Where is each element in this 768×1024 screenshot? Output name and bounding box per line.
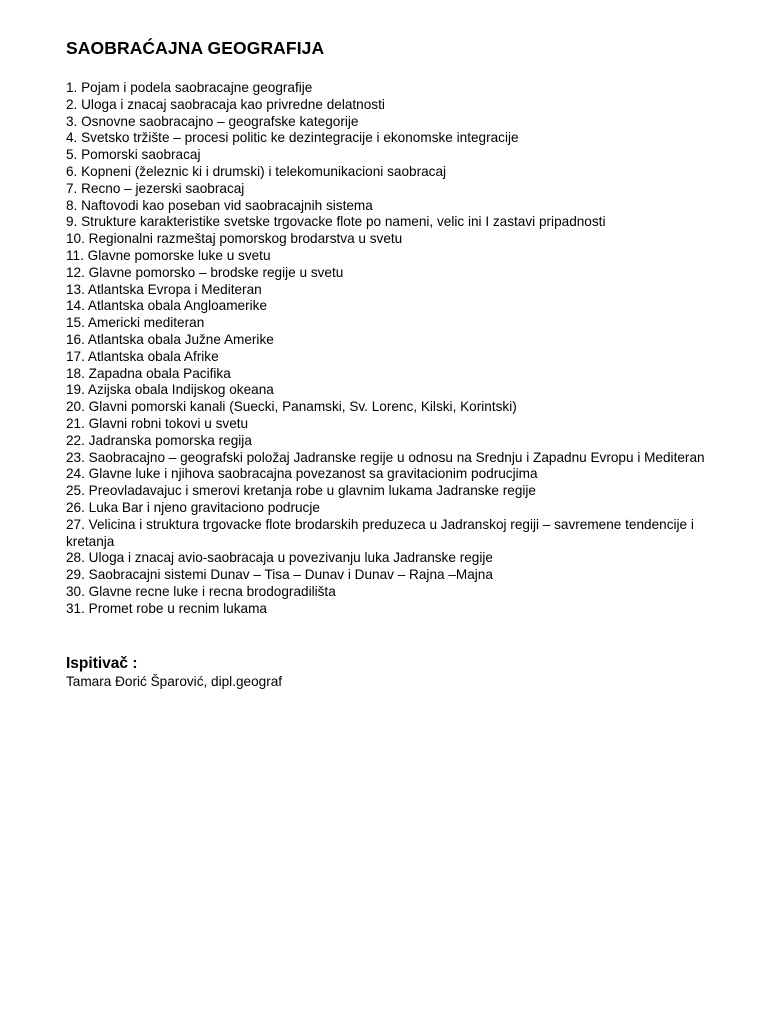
topic-item: 12. Glavne pomorsko – brodske regije u svetu: [66, 264, 344, 280]
topic-item: 9. Strukture karakteristike svetske trgovacke flote po nameni, velic ini I zastavi pripadnosti: [66, 214, 606, 230]
topic-item: 30. Glavne recne luke i recna brodogradilišta: [66, 583, 336, 599]
topic-item: 25. Preovladavajuc i smerovi kretanja robe u glavnim lukama Jadranske regije: [66, 483, 536, 499]
topic-item: 14. Atlantska obala Angloamerike: [66, 298, 268, 314]
topic-item: 6. Kopneni (železnic ki i drumski) i telekomunikacioni saobracaj: [66, 163, 447, 179]
topic-item: 20. Glavni pomorski kanali (Suecki, Panamski, Sv. Lorenc, Kilski, Korintski): [66, 399, 517, 415]
topic-item: 2. Uloga i znacaj saobracaja kao privredne delatnosti: [66, 96, 385, 112]
topic-list: [66, 80, 746, 618]
topic-item: 17. Atlantska obala Afrike: [66, 348, 219, 364]
topic-item: 16. Atlantska obala Južne Amerike: [66, 331, 274, 347]
topic-item: 24. Glavne luke i njihova saobracajna povezanost sa gravitacionim podrucjima: [66, 466, 538, 482]
topic-item: 29. Saobracajni sistemi Dunav – Tisa – Dunav i Dunav – Rajna –Majna: [66, 567, 493, 583]
examiner-name: Tamara Đorić Šparović, dipl.geograf: [66, 673, 283, 689]
topic-item: 21. Glavni robni tokovi u svetu: [66, 415, 249, 431]
topic-item: 1. Pojam i podela saobracajne geografije: [66, 80, 313, 95]
topic-item: 7. Recno – jezerski saobracaj: [66, 180, 245, 196]
topic-item: 11. Glavne pomorske luke u svetu: [66, 247, 271, 263]
topic-item: 18. Zapadna obala Pacifika: [66, 365, 231, 381]
document-page: [66, 37, 746, 690]
topic-item: 5. Pomorski saobracaj: [66, 147, 201, 163]
topic-item: 15. Americki mediteran: [66, 315, 205, 331]
topic-item: 8. Naftovodi kao poseban vid saobracajnih sistema: [66, 197, 373, 213]
topic-item: 31. Promet robe u recnim lukama: [66, 600, 267, 616]
topic-item: 19. Azijska obala Indijskog okeana: [66, 382, 274, 398]
topic-item: 26. Luka Bar i njeno gravitaciono podrucje: [66, 499, 320, 515]
topic-item: 3. Osnovne saobracajno – geografske kategorije: [66, 113, 359, 129]
topic-item: 13. Atlantska Evropa i Mediteran: [66, 281, 262, 297]
topic-item: 28. Uloga i znacaj avio-saobracaja u povezivanju luka Jadranske regije: [66, 550, 493, 566]
topic-item: 4. Svetsko tržište – procesi politic ke dezintegracije i ekonomske integracije: [66, 130, 519, 146]
topic-item: 10. Regionalni razmeštaj pomorskog brodarstva u svetu: [66, 231, 403, 247]
topic-item: 27. Velicina i struktura trgovacke flote brodarskih preduzeca u Jadranskoj regiji – savremene tendencije i kretanja: [66, 516, 694, 549]
examiner-label: Ispitivač :: [66, 654, 138, 672]
topic-item: 23. Saobracajno – geografski položaj Jadranske regije u odnosu na Srednju i Zapadnu Evropu i Mediteran: [66, 449, 705, 465]
examiner-block: [66, 654, 746, 690]
topic-item: 22. Jadranska pomorska regija: [66, 432, 252, 448]
document-title: SAOBRAĆAJNA GEOGRAFIJA: [66, 38, 325, 58]
